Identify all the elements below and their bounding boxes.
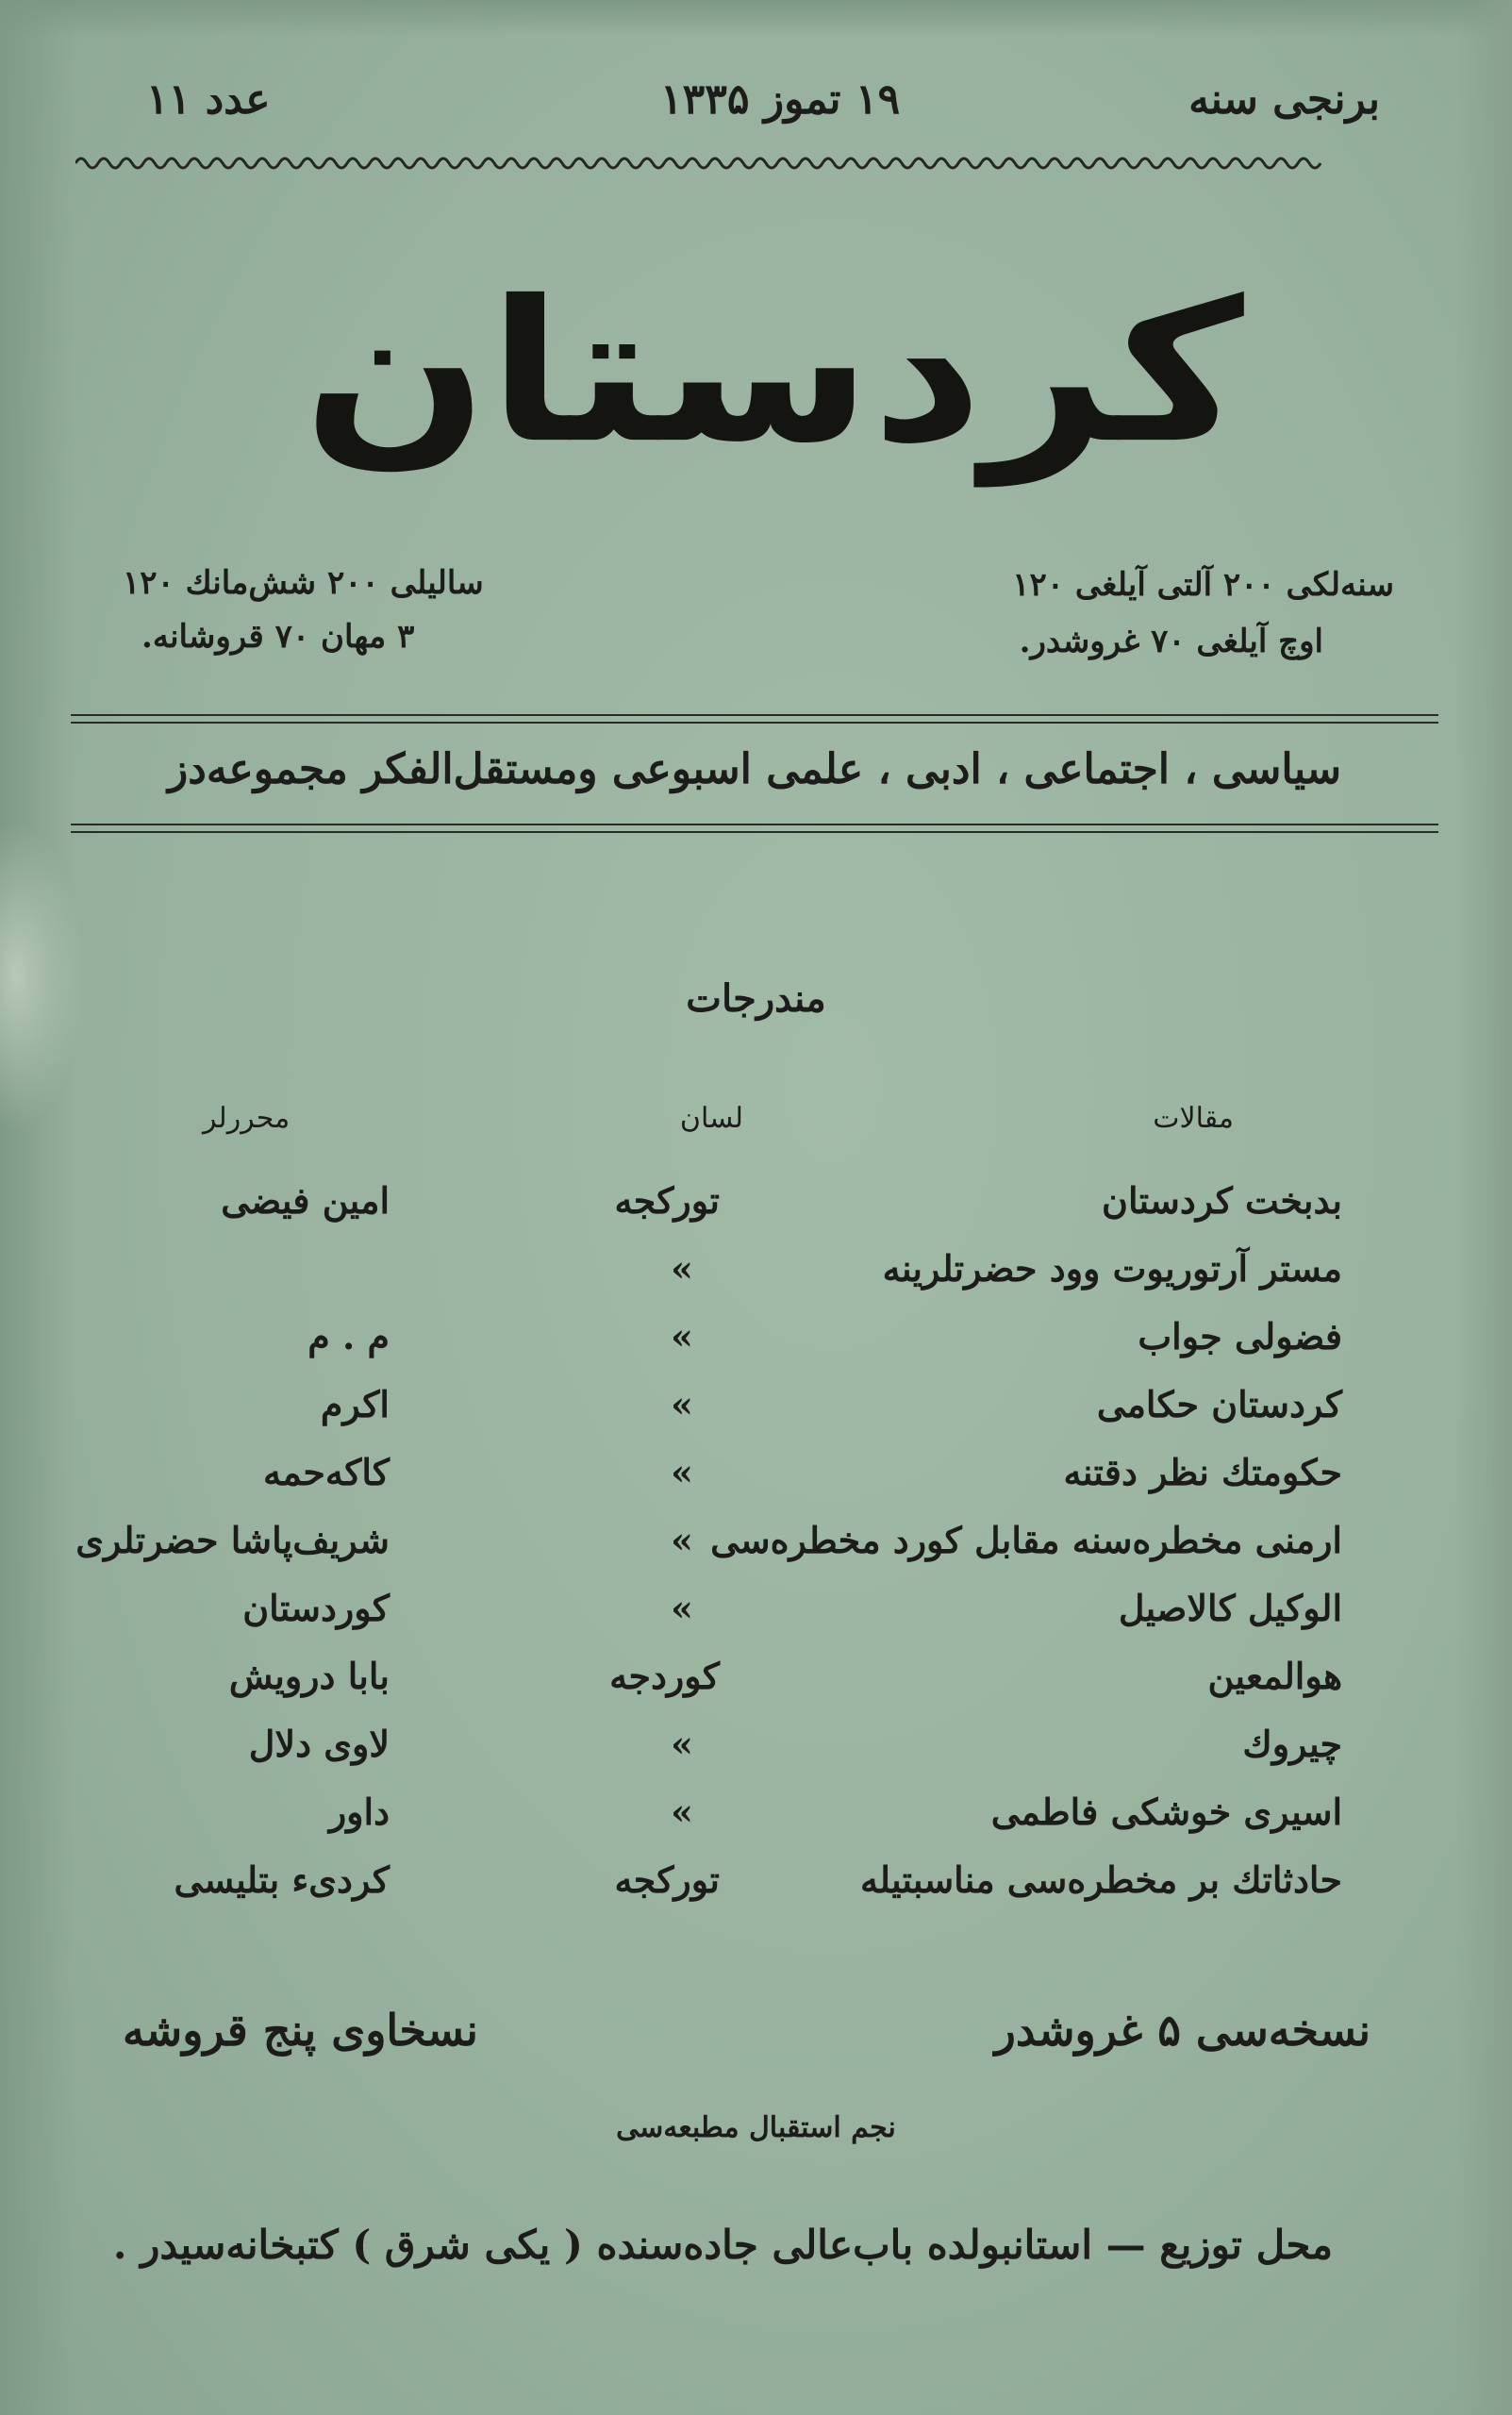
article-author: داور (328, 1790, 390, 1833)
article-author: امین فیضی (221, 1179, 390, 1222)
table-row (0, 1519, 1512, 1575)
subscription-left-line2: ۳ مهان ۷۰ قروشانه. (141, 618, 415, 656)
article-title: بدبخت كردستان (1102, 1179, 1342, 1222)
article-title: اسیری خوشكی فاطمی (990, 1790, 1342, 1833)
article-title: مستر آرتوریوت وود حضرتلرینه (882, 1247, 1342, 1290)
article-language: كوردجه (609, 1655, 720, 1697)
paper-edge-top (0, 0, 1512, 38)
ornamental-wavy-rule (75, 149, 1453, 177)
rule-bottom-2 (71, 831, 1438, 833)
volume-year: برنجی سنه (1188, 75, 1380, 124)
rule-top-1 (71, 714, 1438, 716)
article-author: م . م (307, 1315, 390, 1357)
article-language: توركجه (614, 1179, 720, 1222)
table-row (0, 1790, 1512, 1847)
issue-date: ۱۹ تموز ۱۳۳۵ (660, 75, 901, 124)
article-title: حكومتك نظر دقتنه (1063, 1451, 1342, 1493)
tagline: سیاسی ، اجتماعی ، ادبی ، علمی اسبوعی ومستقل‌الفكر مجموعه‌دز (168, 745, 1341, 793)
table-row (0, 1247, 1512, 1304)
article-language: » (671, 1519, 693, 1561)
article-author: كردیء بتلیسی (174, 1858, 390, 1901)
article-language: » (671, 1790, 693, 1833)
article-language: » (671, 1587, 693, 1629)
subscription-right-line2: اوچ آیلغی ۷۰ غروشدر. (1019, 623, 1323, 660)
article-author: شریف‌پاشا حضرتلری (75, 1519, 390, 1561)
price-right: نسخه‌سی ۵ غروشدر (994, 2005, 1371, 2056)
article-language: » (671, 1247, 693, 1290)
table-row (0, 1858, 1512, 1915)
article-author: بابا درویش (228, 1655, 390, 1697)
issue-number: عدد ۱۱ (146, 75, 271, 124)
article-author: لاوی دلال (248, 1723, 390, 1765)
table-row (0, 1723, 1512, 1779)
table-row (0, 1383, 1512, 1440)
subscription-right-line1: سنه‌لكی ۲۰۰ آلتی آیلغی ۱۲۰ (1012, 566, 1394, 604)
price-left: نسخاوی پنج قروشه (123, 2005, 478, 2056)
masthead-title: كردستان (303, 258, 1244, 487)
table-row (0, 1655, 1512, 1711)
article-title: چیروك (1242, 1723, 1342, 1765)
table-row (0, 1315, 1512, 1372)
article-author: اكرم (320, 1383, 390, 1425)
article-title: حادثاتك بر مخطره‌سی مناسبتیله (859, 1858, 1342, 1901)
column-header-authors: محررلر (203, 1102, 291, 1135)
table-row (0, 1451, 1512, 1507)
article-language: » (671, 1451, 693, 1493)
rule-bottom-1 (71, 824, 1438, 825)
subscription-left-line1: سالیلی ۲۰۰ شش‌مانك ۱۲۰ (123, 564, 484, 602)
article-language: » (671, 1383, 693, 1425)
article-language: » (671, 1723, 693, 1765)
article-title: الوكیل كالاصیل (1118, 1587, 1342, 1629)
column-header-articles: مقالات (1153, 1102, 1234, 1135)
article-author: كوردستان (242, 1587, 390, 1629)
distribution-address: محل توزیع — استانبولده باب‌عالی جاده‌سنده ( یكی شرق ) كتبخانه‌سیدر . (112, 2222, 1333, 2268)
article-author: كاكه‌حمه (263, 1451, 390, 1493)
contents-title: مندرجات (686, 976, 826, 1021)
article-title: فضولی جواب (1138, 1315, 1342, 1357)
printing-press: نجم استقبال مطبعه‌سی (616, 2111, 896, 2144)
column-header-language: لسان (679, 1102, 743, 1135)
article-title: ارمنی مخطره‌سنه مقابل كورد مخطره‌سی (710, 1519, 1342, 1561)
rule-top-2 (71, 722, 1438, 724)
table-row (0, 1179, 1512, 1236)
article-language: » (671, 1315, 693, 1357)
article-language: توركجه (614, 1858, 720, 1901)
article-title: كردستان حكامی (1096, 1383, 1342, 1425)
table-row (0, 1587, 1512, 1643)
article-title: هوالمعین (1207, 1655, 1342, 1697)
